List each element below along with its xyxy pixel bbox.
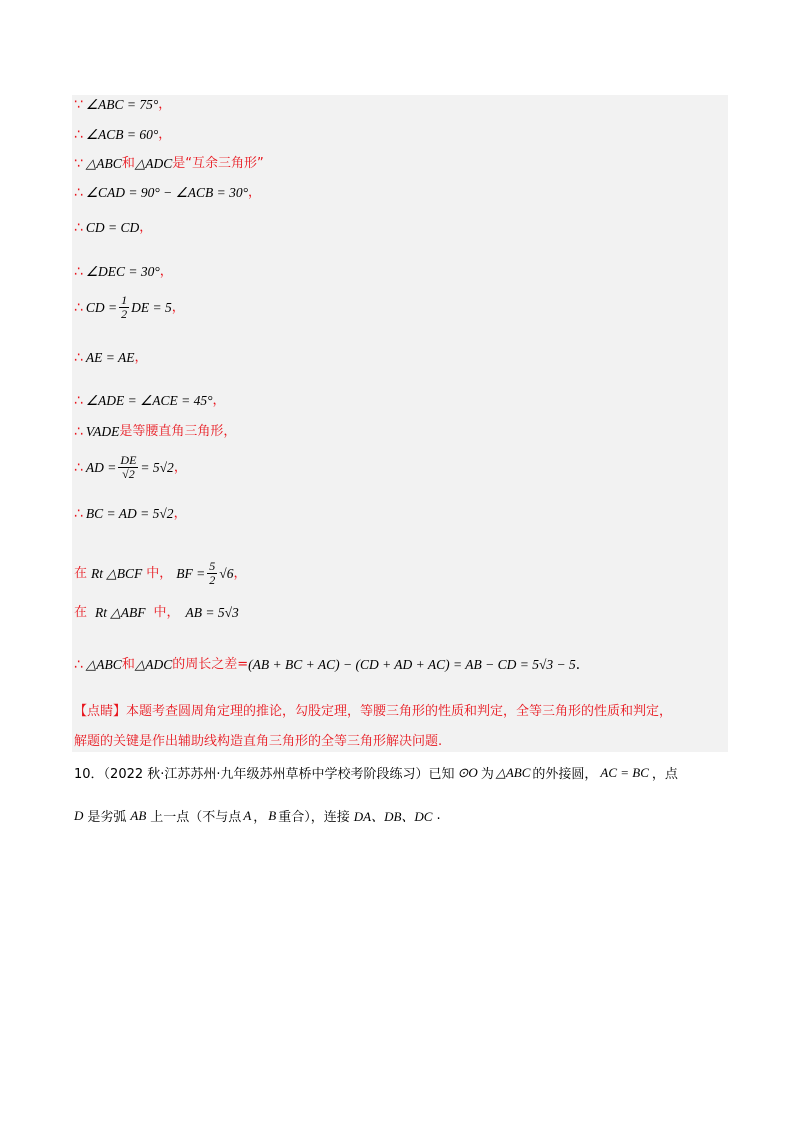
solution-line-6: ∴ ∠DEC = 30° ， (74, 264, 173, 280)
because-symbol: ∵ (74, 156, 83, 172)
solution-line-5: ∴ CD = CD ， (74, 220, 153, 236)
key-point-line-2: 解题的关键是作出辅助线构造直角三角形的全等三角形解决问题. (74, 734, 443, 749)
solution-line-8: ∴ AE = AE ， (74, 350, 148, 366)
because-symbol: ∵ (74, 97, 83, 113)
solution-line-15: ∴ △ABC 和 △ADC 的周长之差= (AB + BC + AC) − (CD + AD + AC) = AB − CD = 5√3 − 5 . (74, 657, 581, 673)
math-expression: ∠ABC = 75° (85, 97, 159, 112)
question-line-2: D 是劣弧 AB 上一点（不与点 A ， B 重合），连接 DA、DB、DC . (74, 807, 441, 825)
therefore-symbol: ∴ (74, 506, 83, 522)
solution-line-11: ∴ AD = $\frac{DE}{√2}$ = 5√2 ， (74, 453, 187, 481)
therefore-symbol: ∴ (74, 393, 83, 409)
key-point-line-1: 【点睛】本题考查圆周角定理的推论，勾股定理，等腰三角形的性质和判定，全等三角形的性质和判定， (74, 704, 673, 719)
solution-line-3: ∵ △ABC 和 △ADC 是“互余三角形” (74, 156, 264, 172)
therefore-symbol: ∴ (74, 657, 83, 673)
therefore-symbol: ∴ (74, 220, 83, 236)
solution-line-4: ∴ ∠CAD = 90° − ∠ACB = 30° ， (74, 185, 262, 201)
solution-line-9: ∴ ∠ADE = ∠ACE = 45° ， (74, 393, 226, 409)
solution-line-2: ∴ ∠ACB = 60° ， (74, 127, 172, 143)
solution-line-7: ∴ CD = $\frac{1}{2}$ DE = 5 ， (74, 293, 185, 321)
question-line-1: 10．（2022 秋·江苏苏州·九年级苏州草桥中学校考阶段练习）已知 ⊙O 为 △ABC 的外接圆， AC = BC ，点 (74, 764, 678, 782)
solution-line-14: 在 Rt △ABF 中， AB = 5√3 (74, 605, 239, 620)
therefore-symbol: ∴ (74, 350, 83, 366)
solution-line-1: ∵ ∠ABC = 75° ， (74, 97, 172, 113)
arc-label: AB (130, 807, 147, 823)
fraction: $\frac{DE}{√2}$ (120, 453, 137, 481)
fraction: $\frac{5}{2}$ (209, 559, 216, 587)
therefore-symbol: ∴ (74, 424, 83, 440)
therefore-symbol: ∴ (74, 264, 83, 280)
solution-line-13: 在 Rt △BCF 中， BF = $\frac{5}{2}$ √6 ， (74, 559, 247, 587)
solution-line-12: ∴ BC = AD = 5√2 ， (74, 506, 187, 522)
therefore-symbol: ∴ (74, 185, 83, 201)
math-expression: ∠ACB = 60° (85, 127, 159, 142)
solution-line-10: ∴ VADE 是等腰直角三角形， (74, 424, 237, 440)
therefore-symbol: ∴ (74, 459, 83, 476)
therefore-symbol: ∴ (74, 299, 83, 316)
therefore-symbol: ∴ (74, 127, 83, 143)
fraction: $\frac{1}{2}$ (121, 293, 128, 321)
